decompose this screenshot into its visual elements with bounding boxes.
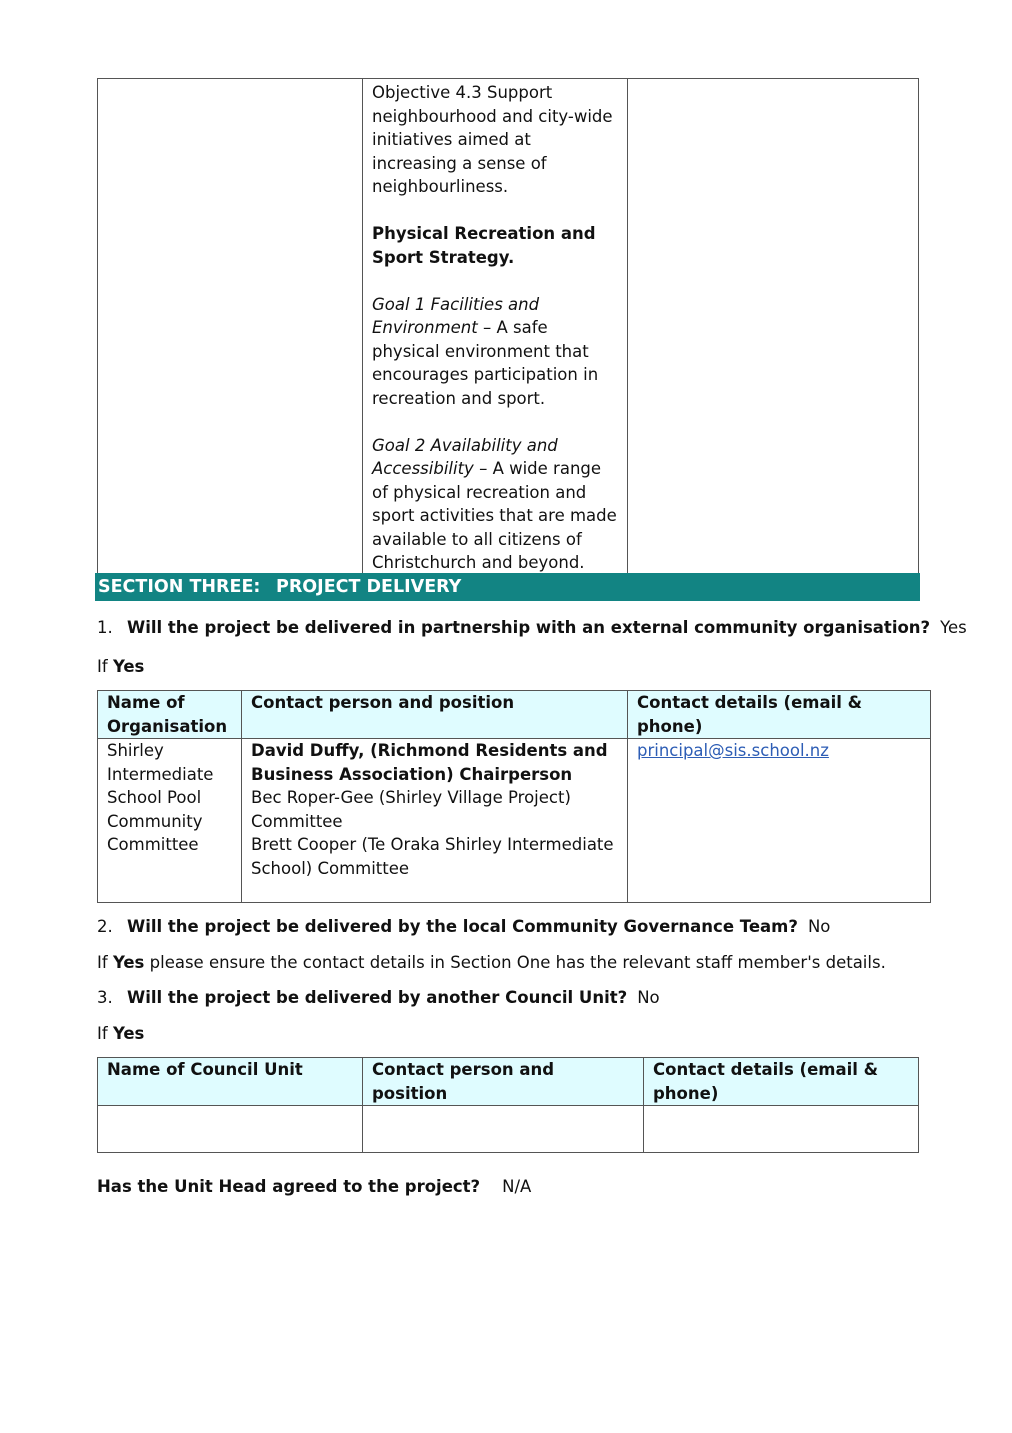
question-text: Will the project be delivered by another Council Unit? bbox=[127, 988, 628, 1007]
question-text: Will the project be delivered by the local Community Governance Team? bbox=[127, 917, 798, 936]
empty-cell bbox=[98, 79, 363, 576]
header-cell: Name of Organisation bbox=[98, 691, 242, 739]
strategy-table bbox=[97, 78, 919, 576]
question-2 bbox=[97, 916, 830, 938]
goal-2-text: – A wide range of physical recreation and sport activities that are made available to all citizens of Christchurch and beyond. bbox=[372, 459, 617, 572]
section-title: PROJECT DELIVERY bbox=[276, 577, 462, 597]
header-cell: Name of Council Unit bbox=[98, 1058, 363, 1106]
empty-cell bbox=[644, 1106, 919, 1153]
yes-text: Yes bbox=[112, 657, 145, 676]
contact-details bbox=[628, 739, 931, 903]
header-cell: Contact details (email & phone) bbox=[644, 1058, 919, 1106]
if-yes-label bbox=[97, 656, 144, 678]
if-text: If bbox=[97, 657, 108, 676]
if-yes-label bbox=[97, 1023, 144, 1045]
governance-note bbox=[97, 952, 886, 974]
question-text: Has the Unit Head agreed to the project? bbox=[97, 1177, 481, 1196]
table-header-row bbox=[98, 691, 931, 739]
email-link[interactable]: principal@sis.school.nz bbox=[637, 741, 829, 760]
organisation-name: Shirley Intermediate School Pool Community Committee bbox=[98, 739, 242, 903]
empty-cell bbox=[363, 1106, 644, 1153]
section-header bbox=[95, 573, 920, 601]
note-text: please ensure the contact details in Section One has the relevant staff member's details. bbox=[144, 953, 886, 972]
table-header-row bbox=[98, 1058, 919, 1106]
header-cell: Contact person and position bbox=[363, 1058, 644, 1106]
question-number: 3. bbox=[97, 988, 113, 1007]
question-3 bbox=[97, 987, 660, 1009]
if-text: If bbox=[97, 1024, 108, 1043]
question-answer: Yes bbox=[940, 618, 967, 637]
strategy-cell bbox=[363, 79, 628, 576]
yes-text: Yes bbox=[112, 953, 145, 972]
question-1 bbox=[97, 617, 967, 639]
header-cell: Contact details (email & phone) bbox=[628, 691, 931, 739]
question-number: 2. bbox=[97, 917, 113, 936]
contact-persons bbox=[242, 739, 628, 903]
header-cell: Contact person and position bbox=[242, 691, 628, 739]
goal-1-label: Goal 1 Facilities and Environment bbox=[372, 294, 540, 337]
council-unit-table bbox=[97, 1057, 919, 1153]
strategy-title: Physical Recreation and Sport Strategy. bbox=[372, 224, 596, 267]
table-row bbox=[98, 1106, 919, 1153]
partner-table bbox=[97, 690, 931, 903]
section-label: SECTION THREE: bbox=[98, 577, 261, 597]
contact-person: Brett Cooper (Te Oraka Shirley Intermediate School) Committee bbox=[251, 835, 614, 878]
goal-1 bbox=[372, 293, 618, 411]
question-text: Will the project be delivered in partnership with an external community organisation? bbox=[127, 618, 931, 637]
table-row bbox=[98, 739, 931, 903]
objective-text: Objective 4.3 Support neighbourhood and city-wide initiatives aimed at increasing a sense of neighbourliness. bbox=[372, 83, 613, 196]
empty-cell bbox=[628, 79, 919, 576]
question-answer: N/A bbox=[502, 1177, 532, 1196]
question-answer: No bbox=[637, 988, 660, 1007]
empty-cell bbox=[98, 1106, 363, 1153]
question-number: 1. bbox=[97, 618, 113, 637]
unit-head-question bbox=[97, 1176, 531, 1198]
goal-2-label: Goal 2 Availability and Accessibility bbox=[372, 435, 558, 478]
contact-person: Bec Roper-Gee (Shirley Village Project) Committee bbox=[251, 788, 571, 831]
yes-text: Yes bbox=[112, 1024, 145, 1043]
contact-person: David Duffy, (Richmond Residents and Business Association) Chairperson bbox=[251, 741, 608, 784]
goal-2 bbox=[372, 434, 618, 575]
if-text: If bbox=[97, 953, 108, 972]
goal-1-text: – A safe physical environment that encourages participation in recreation and sport. bbox=[372, 318, 599, 408]
question-answer: No bbox=[807, 917, 831, 936]
